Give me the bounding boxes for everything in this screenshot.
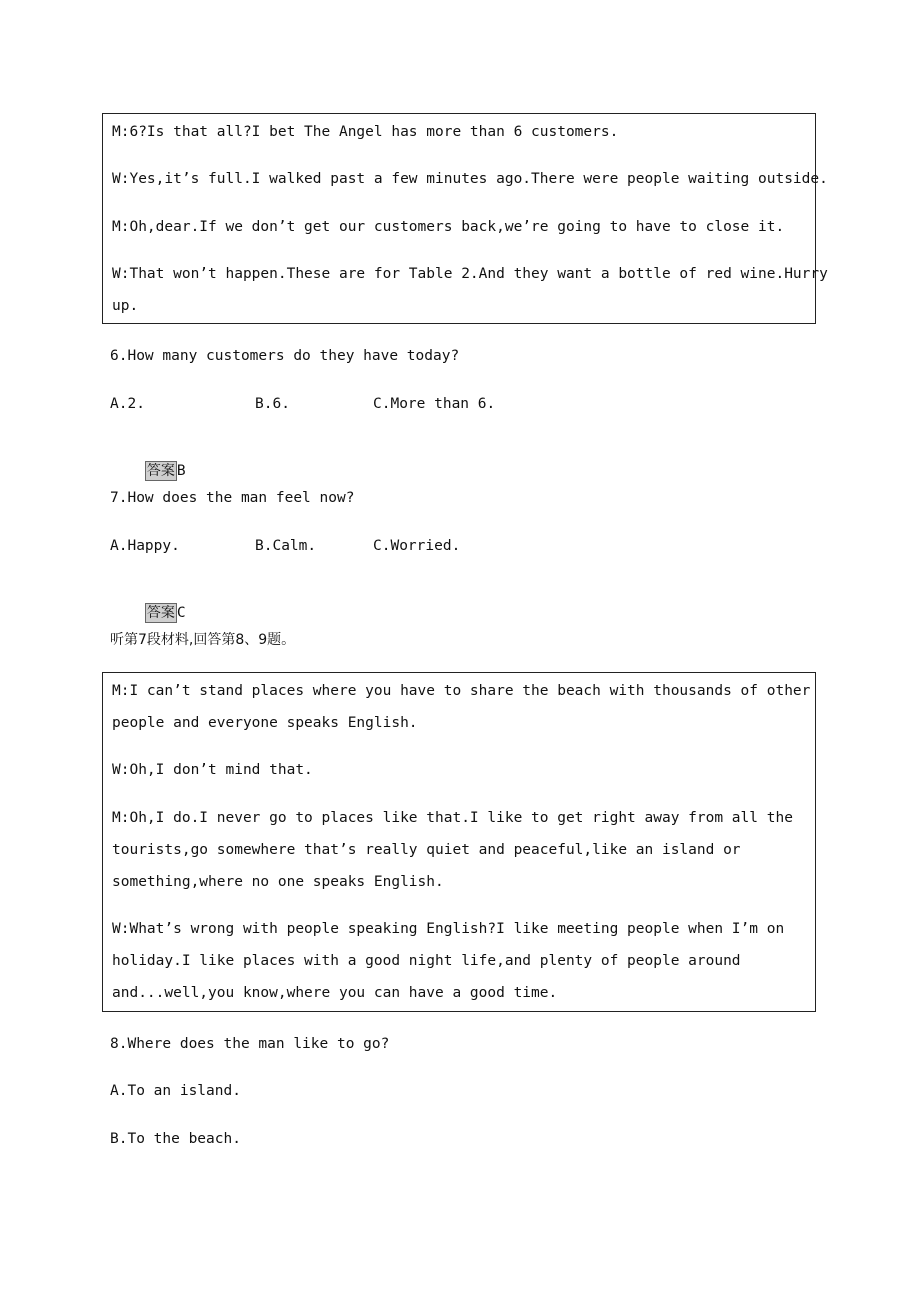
question-8: 8.Where does the man like to go? — [110, 1036, 390, 1052]
q6-option-b: B.6. — [255, 396, 290, 412]
dialogue-line: M:I can’t stand places where you have to share the beach with thousands of other — [112, 683, 811, 699]
dialogue-line: M:Oh,dear.If we don’t get our customers back,we’re going to have to close it. — [112, 219, 785, 235]
dialogue-line: W:Oh,I don’t mind that. — [112, 762, 313, 778]
answer-tag: 答案 — [146, 463, 175, 479]
dialogue-line: W:Yes,it’s full.I walked past a few minutes ago.There were people waiting outside. — [112, 171, 828, 187]
q8-option-b: B.To the beach. — [110, 1131, 241, 1147]
dialogue-line: tourists,go somewhere that’s really quiet and peaceful,like an island or — [112, 842, 741, 858]
q7-option-b: B.Calm. — [255, 538, 317, 554]
dialogue-line: something,where no one speaks English. — [112, 874, 444, 890]
dialogue-line: people and everyone speaks English. — [112, 715, 418, 731]
q8-option-a: A.To an island. — [110, 1083, 241, 1099]
dialogue-line: W:What’s wrong with people speaking English?I like meeting people when I’m on — [112, 921, 785, 937]
section-instruction: 听第7段材料,回答第8、9题。 — [110, 632, 296, 648]
dialogue-line: W:That won’t happen.These are for Table 2.And they want a bottle of red wine.Hurry — [112, 266, 828, 282]
question-7: 7.How does the man feel now? — [110, 490, 355, 506]
answer-value: C — [176, 605, 186, 621]
dialogue-box-2 — [102, 672, 816, 1012]
dialogue-line: M:Oh,I do.I never go to places like that.I like to get right away from all the — [112, 810, 793, 826]
q6-option-c: C.More than 6. — [373, 396, 496, 412]
answer-value: B — [176, 463, 186, 479]
q6-option-a: A.2. — [110, 396, 145, 412]
q7-option-a: A.Happy. — [110, 538, 180, 554]
dialogue-line: M:6?Is that all?I bet The Angel has more than 6 customers. — [112, 124, 619, 140]
question-6: 6.How many customers do they have today? — [110, 348, 460, 364]
dialogue-line: up. — [112, 298, 139, 314]
answer-tag: 答案 — [146, 605, 175, 621]
dialogue-line: and...well,you know,where you can have a good time. — [112, 985, 558, 1001]
q7-option-c: C.Worried. — [373, 538, 461, 554]
dialogue-box-1 — [102, 113, 828, 324]
dialogue-line: holiday.I like places with a good night life,and plenty of people around — [112, 953, 741, 969]
